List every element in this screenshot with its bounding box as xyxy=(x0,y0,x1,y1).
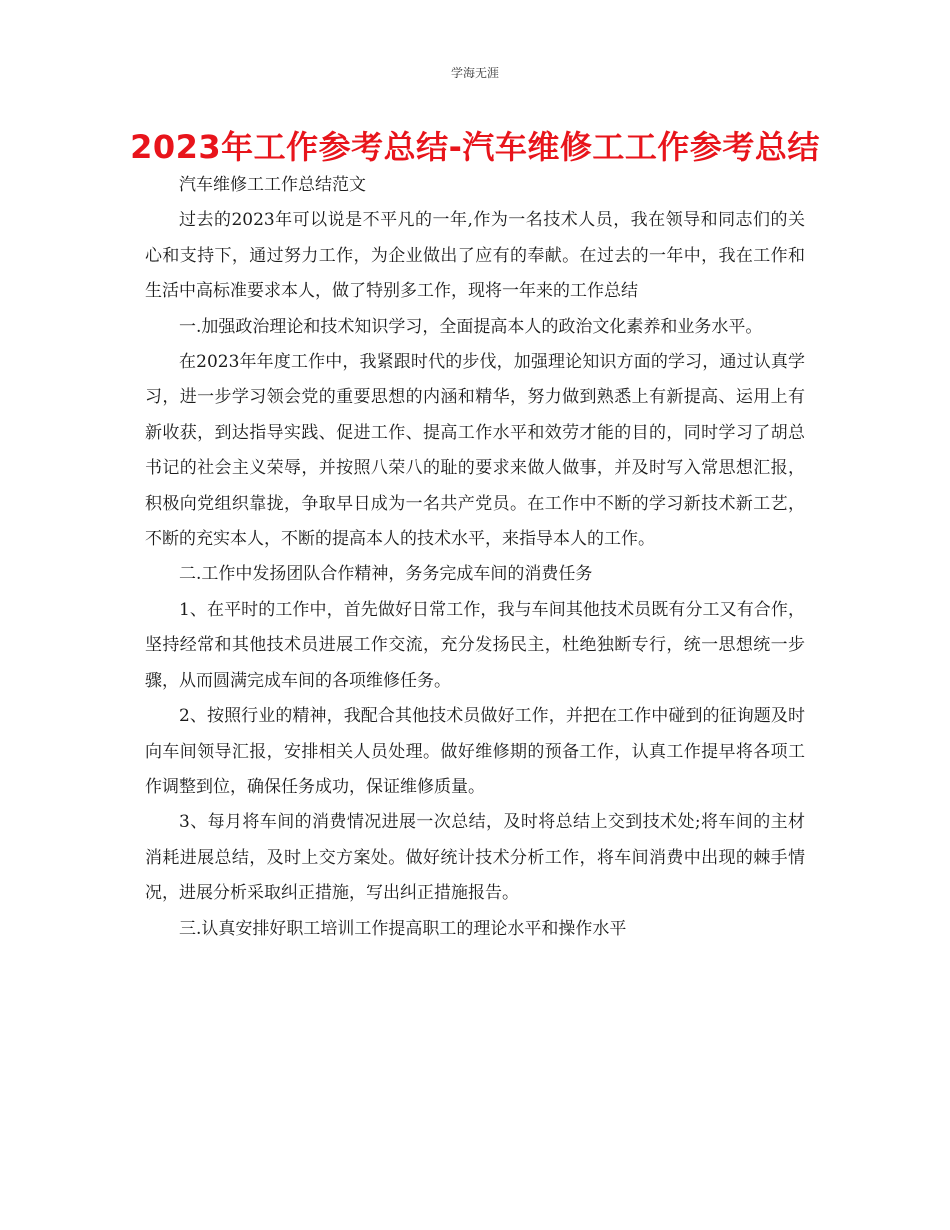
document-body xyxy=(145,168,805,947)
paragraph-item-1: 1、在平时的工作中，首先做好日常工作，我与车间其他技术员既有分工又有合作，坚持经常和其他技术员进展工作交流，充分发扬民主，杜绝独断专行，统一思想统一步骤，从而圆满完成车间的各项维修任务。 xyxy=(145,599,805,691)
paragraph-item-2: 2、按照行业的精神，我配合其他技术员做好工作，并把在工作中碰到的征询题及时向车间领导汇报，安排相关人员处理。做好维修期的预备工作，认真工作提早将各项工作调整到位，确保任务成功，保证维修质量。 xyxy=(145,706,805,797)
paragraph-item-3: 3、每月将车间的消费情况进展一次总结，及时将总结上交到技术处;将车间的主材消耗进展总结，及时上交方案处。做好统计技术分析工作，将车间消费中出现的棘手情况，进展分析采取纠正措施，写出纠正措施报告。 xyxy=(145,812,805,904)
paragraph-section-1: 在2023年年度工作中，我紧跟时代的步伐，加强理论知识方面的学习，通过认真学习，进一步学习领会党的重要思想的内涵和精华，努力做到熟悉上有新提高、运用上有新收获，到达指导实践、促进工作、提高工作水平和效劳才能的目的，同时学习了胡总书记的社会主义荣辱，并按照八荣八的耻的要求来做人做事，并及时写入常思想汇报，积极向党组织靠拢，争取早日成为一名共产党员。在工作中不断的学习新技术新工艺，不断的充实本人，不断的提高本人的技术水平，来指导本人的工作。 xyxy=(145,352,805,550)
section-heading-1: 一.加强政治理论和技术知识学习，全面提高本人的政治文化素养和业务水平。 xyxy=(179,316,763,337)
paragraph-intro: 过去的2023年可以说是不平凡的一年,作为一名技术人员，我在领导和同志们的关心和支持下，通过努力工作，为企业做出了应有的奉献。在过去的一年中，我在工作和生活中高标准要求本人，做了特别多工作，现将一年来的工作总结 xyxy=(145,210,805,302)
section-heading-3: 三.认真安排好职工培训工作提高职工的理论水平和操作水平 xyxy=(179,918,627,939)
section-heading-2: 二.工作中发扬团队合作精神，务务完成车间的消费任务 xyxy=(179,564,593,585)
document-title: 2023年工作参考总结-汽车维修工工作参考总结 xyxy=(130,128,820,166)
paragraph-subtitle: 汽车维修工工作总结范文 xyxy=(179,175,366,195)
header-note: 学海无涯 xyxy=(450,66,499,80)
